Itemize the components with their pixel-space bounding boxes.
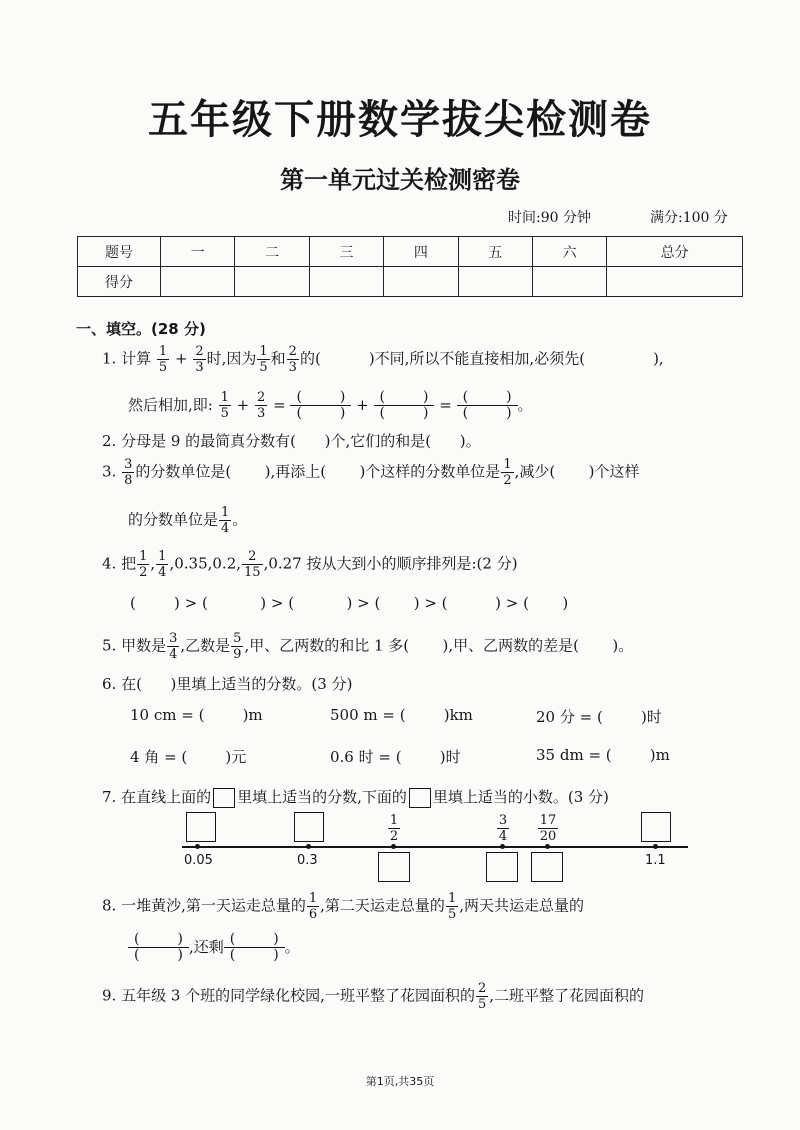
- denominator: 15: [244, 565, 261, 580]
- number-line-point: [306, 844, 311, 849]
- answer-fraction-blank[interactable]: [290, 390, 351, 422]
- fraction-two-thirds: [193, 345, 205, 374]
- score-table-header: 四: [384, 237, 458, 267]
- equals-sign: =: [273, 395, 286, 414]
- question-6: [102, 673, 352, 694]
- denominator: 5: [259, 360, 268, 375]
- number-line-fraction-label: [534, 814, 562, 843]
- answer-box-above[interactable]: [641, 812, 671, 842]
- score-table-header: 二: [235, 237, 309, 267]
- fraction-two-fifths: [476, 982, 488, 1011]
- question-4-answer[interactable]: ( ) > ( ) > ( ) > ( ) > ( ) > ( ): [130, 594, 569, 612]
- numerator: 3: [124, 457, 133, 472]
- denominator: 5: [447, 907, 457, 922]
- page-footer: 第1页,共35页: [365, 1075, 435, 1088]
- q7-text: 在直线上面的: [121, 788, 212, 806]
- denominator: 2: [139, 565, 148, 580]
- denominator: 9: [233, 647, 242, 662]
- q3-text: ,减少( )个这样: [514, 462, 640, 481]
- numerator: 2: [195, 344, 204, 359]
- score-row-label: 得分: [78, 267, 161, 297]
- denominator: 5: [477, 997, 487, 1012]
- q7-text: 里填上适当的分数,下面的: [237, 788, 407, 806]
- denominator: 4: [221, 521, 230, 536]
- paren: (: [379, 389, 385, 405]
- box-icon: [213, 788, 235, 808]
- paren: (: [134, 931, 140, 947]
- plus-sign: +: [174, 349, 188, 368]
- q5-text: ,乙数是: [180, 636, 231, 655]
- q3-text: 的分数单位是: [128, 510, 219, 529]
- q8-text: ,第二天运走总量的: [320, 896, 445, 915]
- numerator: 1: [158, 549, 167, 564]
- fraction-one-half: [501, 458, 513, 487]
- score-table-header: 题号: [78, 237, 161, 267]
- denominator: 3: [288, 360, 297, 375]
- score-cell[interactable]: [607, 267, 743, 297]
- q8-text: 。: [284, 937, 300, 956]
- paren: ): [273, 947, 279, 964]
- number-line-label: 1.1: [645, 853, 666, 868]
- denominator: 2: [389, 829, 399, 844]
- numerator: 2: [288, 344, 297, 359]
- numerator: 1: [503, 457, 512, 472]
- question-number: 8.: [102, 896, 117, 915]
- page-title: 五年级下册数学拔尖检测卷: [148, 97, 652, 143]
- q4-text: ,0.35,0.2,: [169, 554, 242, 573]
- number-line-label: 0.3: [297, 853, 318, 868]
- fraction-one-fifth: [446, 892, 458, 921]
- score-cell[interactable]: [458, 267, 532, 297]
- score-table-header: 五: [458, 237, 532, 267]
- question-8-line-1: [102, 892, 584, 921]
- score-table-header-row: [78, 237, 743, 267]
- numerator: 1: [447, 891, 457, 906]
- plus-sign: +: [236, 395, 250, 414]
- numerator: 3: [169, 631, 178, 646]
- numerator: 3: [498, 813, 508, 828]
- paren: (: [379, 405, 385, 422]
- paren: ): [423, 405, 429, 422]
- fraction-one-fifth: [219, 391, 231, 420]
- fraction-two-fifteenths: [242, 550, 263, 579]
- answer-box-above[interactable]: [186, 812, 216, 842]
- number-line: [182, 846, 688, 848]
- fraction-one-quarter: [156, 550, 168, 579]
- answer-fraction-blank[interactable]: [374, 390, 435, 422]
- q9-text: ,二班平整了花园面积的: [489, 986, 645, 1005]
- number-line-fraction-label: [494, 814, 512, 843]
- score-table-header: 一: [161, 237, 235, 267]
- paren: (: [134, 947, 140, 964]
- numerator: 2: [242, 550, 263, 565]
- q1-text: 的(: [299, 349, 321, 368]
- score-table-header: 三: [309, 237, 383, 267]
- answer-fraction-blank[interactable]: [457, 390, 518, 422]
- question-3-line-1: [102, 458, 639, 487]
- fraction-two-thirds: [255, 391, 267, 420]
- number-line-point: [545, 844, 550, 849]
- score-cell[interactable]: [309, 267, 383, 297]
- answer-box-above[interactable]: [294, 812, 324, 842]
- paren: (: [296, 389, 302, 405]
- conversion-item[interactable]: 10 cm = ( )m: [130, 706, 263, 724]
- numerator: 1: [308, 891, 318, 906]
- answer-fraction-blank[interactable]: [224, 932, 285, 964]
- full-score: 满分:100 分: [650, 210, 728, 226]
- denominator: 3: [195, 360, 204, 375]
- numerator: 2: [477, 981, 487, 996]
- paren: ): [423, 389, 429, 405]
- denominator: 4: [498, 829, 508, 844]
- fraction-two-thirds: [287, 345, 299, 374]
- paren: ): [339, 405, 346, 422]
- conversion-item[interactable]: 0.6 时 = ( )时: [330, 748, 461, 766]
- numerator: 17: [539, 813, 557, 828]
- question-3-line-2: [128, 506, 247, 535]
- numerator: 2: [257, 390, 266, 406]
- paren: (: [229, 947, 236, 964]
- q1-text: 时,因为: [206, 349, 257, 368]
- score-table-header: 六: [532, 237, 606, 267]
- question-1-line-2: [128, 390, 533, 422]
- question-number: 4.: [102, 554, 117, 573]
- number-line-point: [391, 844, 396, 849]
- fraction-one-quarter: [219, 506, 231, 535]
- number-line-label: 0.05: [184, 853, 213, 868]
- question-number: 1.: [102, 349, 117, 368]
- q8-text: ,两天共运走总量的: [459, 896, 584, 915]
- score-table: [77, 236, 743, 297]
- number-line-point: [653, 844, 658, 849]
- numerator: 1: [158, 344, 168, 359]
- q3-text: 的分数单位是( ),再添上( )个这样的分数单位是: [135, 462, 501, 481]
- paren: ): [177, 931, 183, 947]
- q6-text: 在( )里填上适当的分数。(3 分): [121, 675, 353, 693]
- numerator: 1: [221, 505, 230, 520]
- paren: ): [273, 931, 279, 947]
- numerator: 5: [233, 631, 242, 646]
- paren: ): [506, 389, 512, 405]
- answer-box-below[interactable]: [378, 852, 410, 882]
- fraction-three-quarters: [167, 632, 179, 661]
- paren: (: [296, 405, 302, 422]
- score-cell[interactable]: [161, 267, 235, 297]
- q4-text: ,: [150, 554, 156, 573]
- fraction-one-fifth: [157, 345, 169, 374]
- equals-sign: =: [439, 395, 452, 414]
- q5-text: ,甲、乙两数的和比 1 多( ),甲、乙两数的差是( )。: [244, 636, 634, 655]
- question-number: 2.: [102, 432, 117, 450]
- q4-text: 把: [121, 554, 137, 573]
- q4-text: ,0.27 按从大到小的顺序排列是:(2 分): [263, 554, 518, 573]
- plus-sign: +: [356, 395, 369, 414]
- question-number: 3.: [102, 462, 117, 481]
- q1-text: 和: [270, 349, 286, 368]
- denominator: 8: [124, 473, 133, 488]
- q1-text: 。: [517, 395, 533, 414]
- q7-text: 里填上适当的小数。(3 分): [432, 788, 609, 806]
- score-cell[interactable]: [235, 267, 309, 297]
- q5-text: 甲数是: [121, 636, 167, 655]
- question-9: [102, 982, 644, 1011]
- paren: ): [506, 405, 512, 422]
- numerator: 1: [389, 813, 399, 828]
- question-1-line-1: [102, 345, 664, 374]
- paren: (: [462, 405, 469, 422]
- conversion-item[interactable]: 20 分 = ( )时: [536, 708, 662, 726]
- question-number: 9.: [102, 986, 117, 1005]
- paren: ): [339, 389, 346, 405]
- paren: (: [462, 389, 469, 405]
- numerator: 1: [220, 390, 229, 406]
- denominator: 20: [539, 829, 557, 844]
- score-cell[interactable]: [384, 267, 458, 297]
- question-4: [102, 550, 518, 579]
- denominator: 5: [220, 406, 229, 422]
- q9-text: 五年级 3 个班的同学绿化校园,一班平整了花园面积的: [121, 986, 475, 1005]
- q1-text: )不同,所以不能直接相加,必须先(: [368, 349, 586, 368]
- paren: (: [229, 931, 236, 947]
- denominator: 2: [503, 473, 512, 488]
- question-2: [102, 430, 481, 451]
- fraction-one-half: [137, 550, 149, 579]
- q1-text: 计算: [121, 349, 152, 368]
- score-table-score-row: [78, 267, 743, 297]
- fraction-five-ninths: [231, 632, 243, 661]
- question-8-line-2: [128, 932, 300, 964]
- denominator: 5: [158, 360, 168, 375]
- numerator: 1: [259, 344, 268, 359]
- score-table-header: 总分: [607, 237, 743, 267]
- fraction-one-fifth: [257, 345, 269, 374]
- conversion-item[interactable]: 4 角 = ( )元: [130, 748, 247, 766]
- denominator: 6: [308, 907, 318, 922]
- denominator: 4: [158, 565, 167, 580]
- score-cell[interactable]: [532, 267, 606, 297]
- section-heading: 一、填空。(28 分): [76, 320, 206, 338]
- box-icon: [409, 788, 431, 808]
- fraction-three-eighths: [122, 458, 134, 487]
- page-subtitle: 第一单元过关检测密卷: [280, 165, 520, 194]
- conversion-item[interactable]: 35 dm = ( )m: [536, 746, 670, 764]
- fraction-one-sixth: [307, 892, 319, 921]
- q1-text: ),: [653, 349, 664, 368]
- numerator: 1: [139, 549, 148, 564]
- q2-text: 分母是 9 的最简真分数有( )个,它们的和是( )。: [121, 432, 481, 450]
- question-number: 6.: [102, 675, 117, 693]
- number-line-point: [500, 844, 505, 849]
- question-7: [102, 786, 609, 808]
- question-number: 7.: [102, 788, 117, 806]
- paren: ): [177, 947, 183, 964]
- answer-box-below[interactable]: [486, 852, 518, 882]
- conversion-item[interactable]: 500 m = ( )km: [330, 706, 473, 724]
- number-line-point: [195, 844, 200, 849]
- q1-text: 然后相加,即:: [128, 395, 213, 414]
- exam-time: 时间:90 分钟: [508, 210, 591, 226]
- denominator: 3: [257, 406, 266, 422]
- denominator: 4: [169, 647, 178, 662]
- q8-text: 一堆黄沙,第一天运走总量的: [121, 896, 306, 915]
- q3-text: 。: [232, 510, 248, 529]
- question-5: [102, 632, 633, 661]
- answer-box-below[interactable]: [531, 852, 563, 882]
- q8-text: ,还剩: [188, 937, 224, 956]
- number-line-fraction-label: [385, 814, 403, 843]
- answer-fraction-blank[interactable]: [128, 932, 189, 964]
- question-number: 5.: [102, 636, 117, 655]
